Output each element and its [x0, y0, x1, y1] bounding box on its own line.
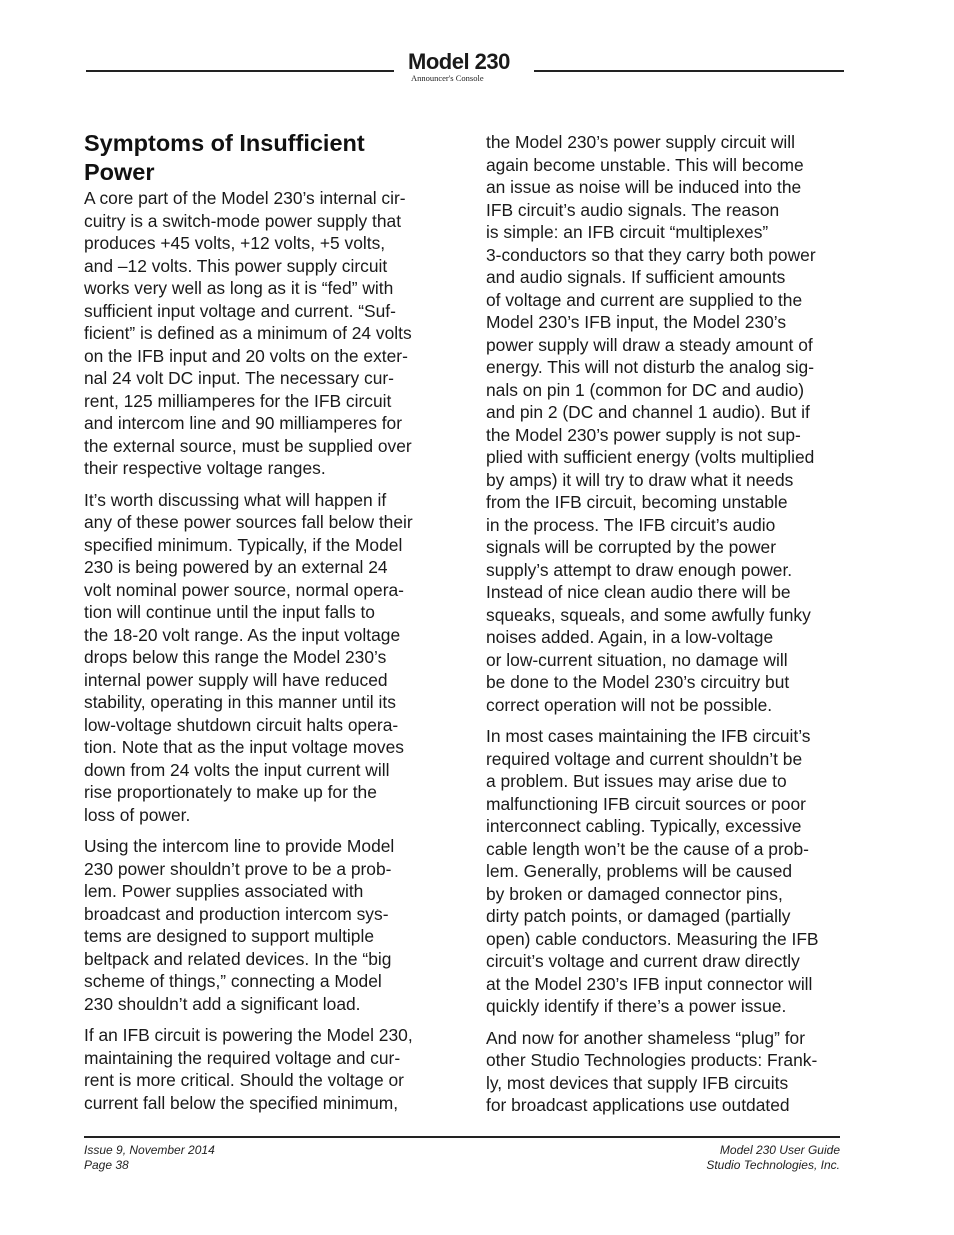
- footer-left: [84, 1143, 215, 1173]
- paragraph: In most cases maintaining the IFB circuit’s required voltage and current shouldn’t be a problem. But issues may arise due to malfunctioning IFB circuit sources or poor interconnect cabling. Typically, excessive cable length won’t be the cause of a prob- lem. Generally, problems will be caused by broken or damaged connector pins, dirty patch points, or damaged (partially open) cable conductors. Measuring the IFB circuit’s voltage and current draw directly at the Model 230’s IFB input connector will quickly identify if there’s a power issue.: [486, 726, 819, 1016]
- right-column: [486, 131, 852, 1126]
- section-heading: Symptoms of Insufficient Power: [84, 130, 365, 185]
- footer-rule: [84, 1136, 840, 1138]
- product-subtitle: Announcer's Console: [411, 73, 484, 83]
- paragraph: It’s worth discussing what will happen if any of these power sources fall below their specified minimum. Typically, if the Model 230 is being powered by an external 24 volt nominal power source, normal opera- tion will continue until the input falls to the 18-20 volt range. As the input voltage drops below this range the Model 230’s internal power supply will have reduced stability, operating in this manner until its low-voltage shutdown circuit halts opera- tion. Note that as the input voltage moves down from 24 volts the input current will rise proportionately to make up for the loss of power.: [84, 489, 413, 825]
- paragraph: And now for another shameless “plug” for other Studio Technologies products: Frank- ly, most devices that supply IFB circuits for broadcast applications use outdated: [486, 1027, 818, 1115]
- header-logo: [400, 50, 528, 83]
- left-column: [84, 129, 446, 1123]
- footer-right: [706, 1143, 840, 1173]
- paragraph: A core part of the Model 230’s internal cir- cuitry is a switch-mode power supply that produces +45 volts, +12 volts, +5 volts, and –12 volts. This power supply circuit works very well as long as it is “fed” with sufficient input voltage and current. “Suf- ficient” is defined as a minimum of 24 volts on the IFB input and 20 volts on the exter- nal 24 volt DC input. The necessary cur- rent, 125 milliamperes for the IFB circuit and intercom line and 90 milliamperes for the external source, must be supplied over their respective voltage ranges.: [84, 188, 412, 478]
- guide-title: Model 230 User Guide: [719, 1143, 840, 1157]
- paragraph: the Model 230’s power supply circuit will again become unstable. This will become an issue as noise will be induced into the IFB circuit’s audio signals. The reason is simple: an IFB circuit “multiplexes” 3-conductors so that they carry both power and audio signals. If sufficient amounts of voltage and current are supplied to the Model 230’s IFB input, the Model 230’s power supply will draw a steady amount of energy. This will not disturb the analog sig- nals on pin 1 (common for DC and audio) and pin 2 (DC and channel 1 audio). But if the Model 230’s power supply is not sup- plied with sufficient energy (volts multiplied by amps) it will try to draw what it needs from the IFB circuit, becoming unstable in the process. The IFB circuit’s audio signals will be corrupted by the power supply’s attempt to draw enough power. Instead of nice clean audio there will be squeaks, squeals, and some awfully funky noises added. Again, in a low-voltage or low-current situation, no damage will be done to the Model 230’s circuitry but correct operation will not be possible.: [486, 132, 816, 715]
- paragraph: Using the intercom line to provide Model 230 power shouldn’t prove to be a prob- lem. Power supplies associated with broadcast and production intercom sys- tems are designed to support multiple beltpack and related devices. In the “big scheme of things,” connecting a Model 230 shouldn’t add a significant load.: [84, 836, 395, 1014]
- company-name: Studio Technologies, Inc.: [706, 1158, 840, 1172]
- product-name: Model 230: [408, 49, 510, 74]
- header-rule-right: [534, 70, 844, 72]
- header-rule-left: [86, 70, 394, 72]
- paragraph: If an IFB circuit is powering the Model 230, maintaining the required voltage and cur- rent is more critical. Should the voltage or current fall below the specified minimum,: [84, 1025, 413, 1113]
- issue-date: Issue 9, November 2014: [84, 1143, 215, 1157]
- page-number: Page 38: [84, 1158, 129, 1172]
